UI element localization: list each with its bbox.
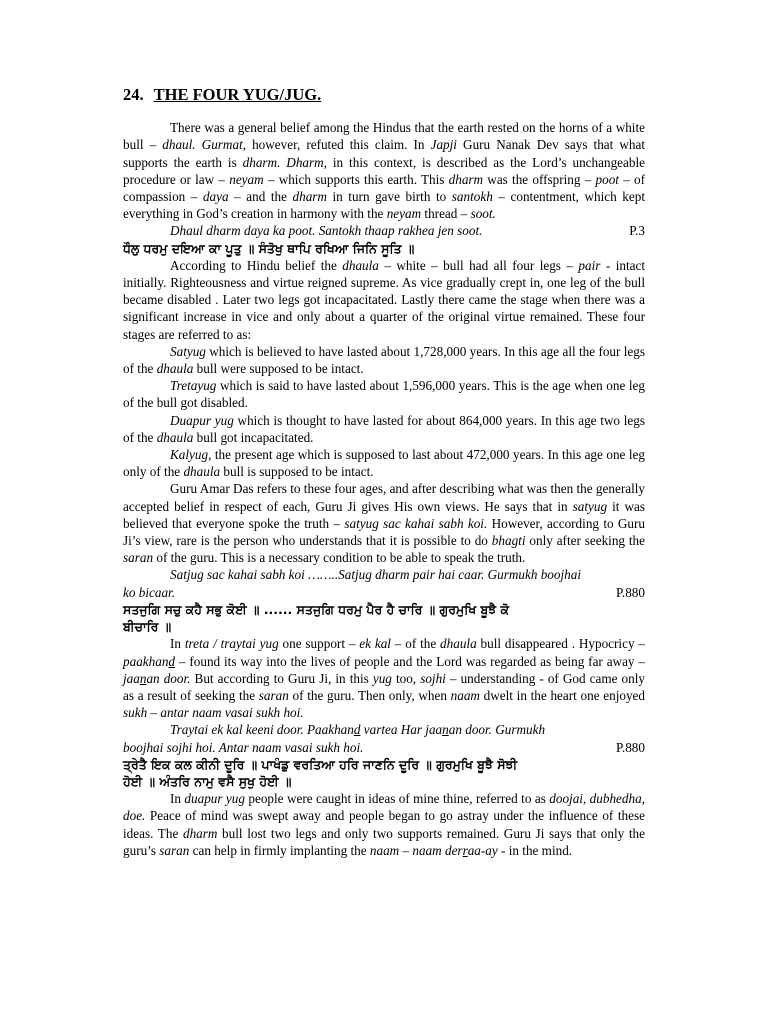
page-reference: P.880 — [616, 739, 645, 755]
chapter-number: 24. — [123, 85, 144, 104]
quote-transliteration: Traytai ek kal keeni door. Paakhand vartea Har jaanan door. Gurmukh — [170, 722, 546, 738]
page-reference: P.3 — [629, 223, 645, 239]
treta-paragraph: In treta / traytai yug one support – ek kal – of the dhaula bull disappeared . Hypocricy – paakhand – found its way into the lives of people and the Lord was regarded as being far away – jaanan door. But according to Guru Ji, in this yug too, sojhi – understanding - of God came only as a result of seeking the saran of the guru. Then only, when naam dwelt in the heart one enjoyed sukh – antar naam vasai sukh hoi. — [123, 636, 646, 721]
gurmukhi-verse: ਤ੍ਰੇਤੈ ਇਕ ਕਲ ਕੀਨੀ ਦੂਰਿ ॥ ਪਾਖੰਡੁ ਵਰਤਿਆ ਹਰਿ ਜਾਣਨਿ ਦੂਰਿ ॥ ਗੁਰਮੁਖਿ ਬੂਝੈ ਸੋਝੀ — [123, 756, 518, 772]
document-page — [123, 86, 645, 859]
gurmukhi-verse: ਸਤਜੁਗਿ ਸਚੁ ਕਹੈ ਸਭੁ ਕੋਈ ॥ ...... ਸਤਜੁਗਿ ਧਰਮੁ ਪੈਰ ਹੈ ਚਾਰਿ ॥ ਗੁਰਮੁਖਿ ਬੂਝੈ ਕੋ — [123, 601, 510, 617]
chapter-heading — [123, 86, 645, 103]
amar-das-paragraph: Guru Amar Das refers to these four ages, and after describing what was then the generally accepted belief in respect of each, Guru Ji gives His own views. He says that in satyug it was believed that everyone spoke the truth – satyug sac kahai sabh koi. However, according to Guru Ji’s view, rare is the person who understands that it is possible to do bhagti only after seeking the saran of the guru. This is a necessary condition to be able to speak the truth. — [123, 481, 646, 566]
quote-transliteration: boojhai sojhi hoi. Antar naam vasai sukh hoi. P.880 — [123, 739, 645, 755]
gurmukhi-verse: ਹੋਈ ॥ ਅੰਤਰਿ ਨਾਮੁ ਵਸੈ ਸੁਖੁ ਹੋਈ ॥ — [123, 773, 292, 789]
quote-transliteration: Satjug sac kahai sabh koi ……..Satjug dharm pair hai caar. Gurmukh boojhai — [170, 567, 582, 583]
quote-transliteration: ko bicaar. P.880 — [123, 584, 645, 600]
page-reference: P.880 — [616, 584, 645, 600]
chapter-title: THE FOUR YUG/JUG. — [153, 85, 322, 104]
age-paragraph: Kalyug, the present age which is supposed to last about 472,000 years. In this age one leg only of the dhaula bull is supposed to be intact. — [123, 447, 645, 480]
intro-paragraph: There was a general belief among the Hindus that the earth rested on the horns of a white bull – dhaul. Gurmat, however, refuted this claim. In Japji Guru Nanak Dev says that what supports the earth is dharm. Dharm, in this context, is described as the Lord’s unchangeable procedure or law – neyam – which supports this earth. This dharm was the offspring – poot – of compassion – daya – and the dharm in turn gave birth to santokh – contentment, which kept everything in God’s creation in harmony with the neyam thread – soot. — [123, 120, 646, 222]
gurmukhi-verse: ਬੀਚਾਰਿ ॥ — [123, 619, 172, 635]
quote-transliteration: Dhaul dharm daya ka poot. Santokh thaap rakhea jen soot. P.3 — [170, 223, 645, 239]
duapur-paragraph: In duapur yug people were caught in ideas of mine thine, referred to as doojai, dubhedha, doe. Peace of mind was swept away and people began to go astray under the influence of these ideas. The dharm bull lost two legs and only two supports remained. Guru Ji says that only the guru’s saran can help in firmly implanting the naam – naam derraa-ay - in the mind. — [123, 791, 645, 858]
age-paragraph: Satyug which is believed to have lasted about 1,728,000 years. In this age all the four legs of the dhaula bull were supposed to be intact. — [123, 343, 645, 377]
age-paragraph: Tretayug which is said to have lasted about 1,596,000 years. This is the age when one leg of the bull got disabled. — [123, 378, 645, 411]
hindu-belief-paragraph: According to Hindu belief the dhaula – white – bull had all four legs – pair - intact initially. Righteousness and virtue reigned supreme. As vice gradually crept in, one leg of the bull became disabled . Later two legs got incapacitated. Lastly there came the stage when there was a significant increase in vice and only about a quarter of the original virtue remained. These four stages are referred to as: — [123, 257, 645, 342]
gurmukhi-verse: ਧੌਲੁ ਧਰਮੁ ਦਇਆ ਕਾ ਪੂਤੁ ॥ ਸੰਤੋਖੁ ਥਾਪਿ ਰਖਿਆ ਜਿਨਿ ਸੂਤਿ ॥ — [123, 240, 415, 256]
age-paragraph: Duapur yug which is thought to have lasted for about 864,000 years. In this age two legs of the dhaula bull got incapacitated. — [123, 412, 645, 445]
